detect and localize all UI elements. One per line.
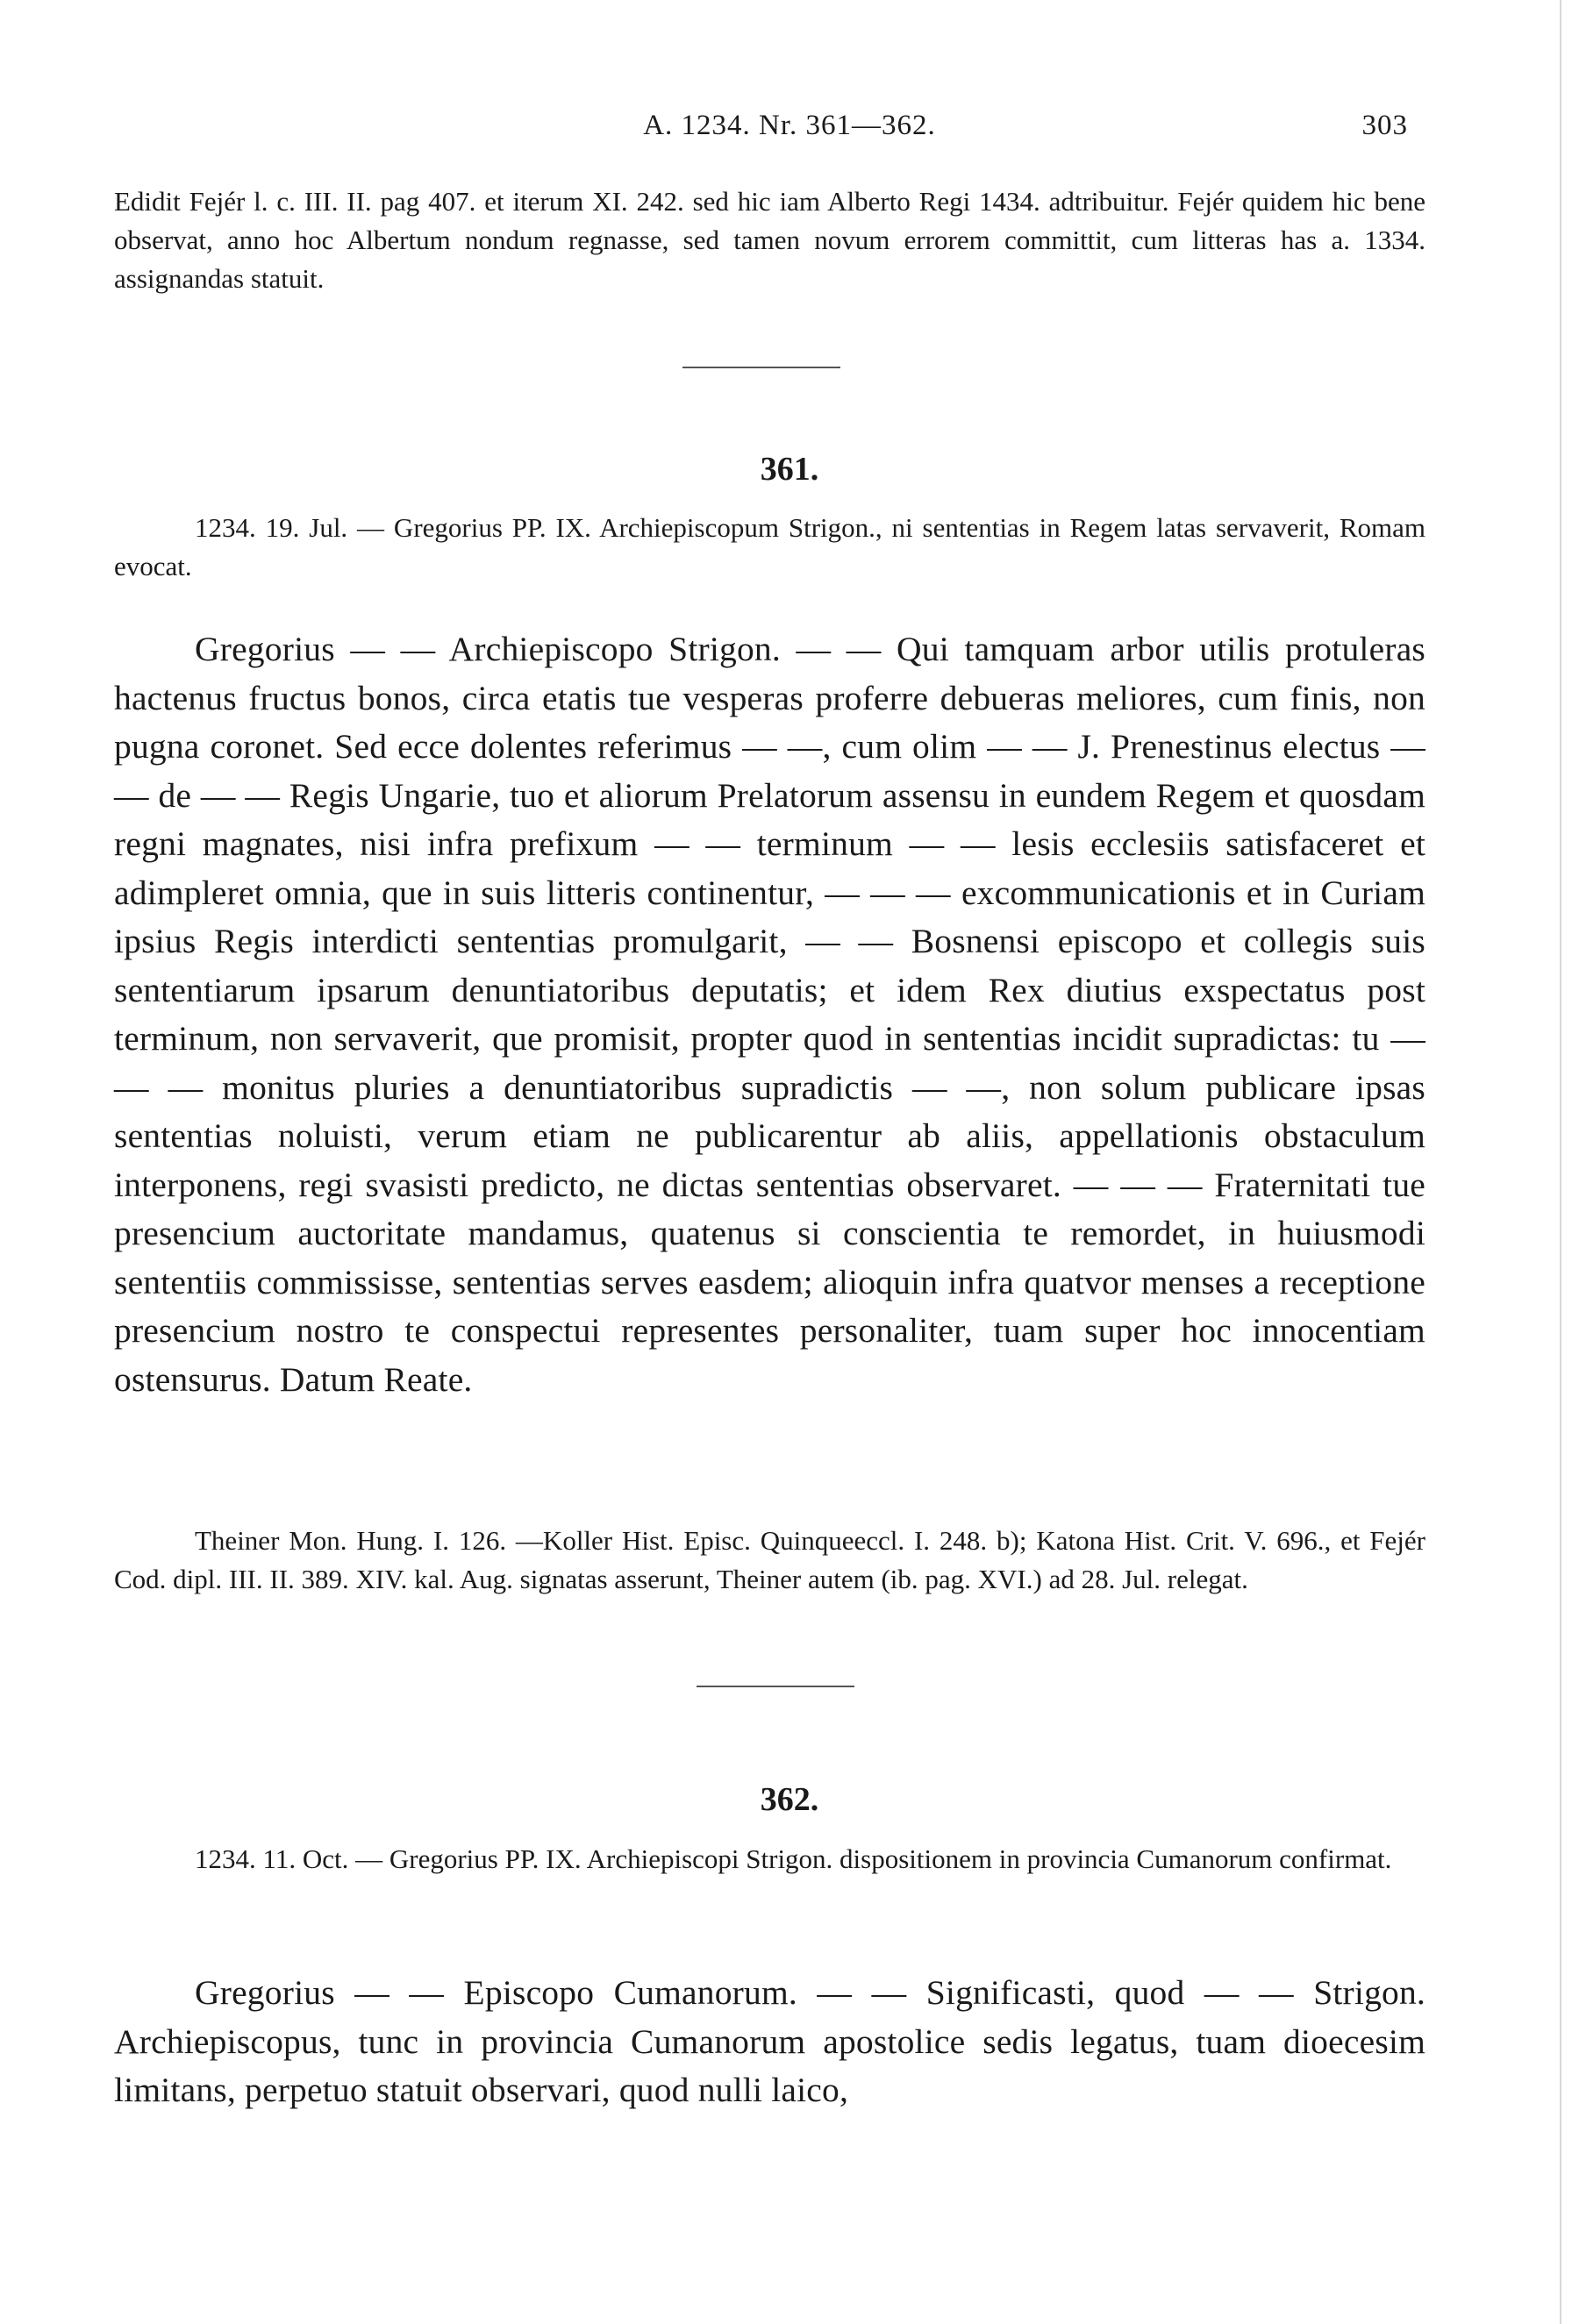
- source-note: [114, 1522, 1425, 1599]
- document-number: 361.: [760, 451, 819, 488]
- document-number: 362.: [760, 1781, 819, 1818]
- separator-rule: [682, 367, 840, 368]
- running-header: [0, 110, 1579, 149]
- separator-rule: [697, 1686, 854, 1687]
- running-head-title: A. 1234. Nr. 361—362.: [643, 110, 936, 141]
- source-note-text: Theiner Mon. Hung. I. 126. —Koller Hist. Episc. Quinqueeccl. I. 248. b); Katona Hist. Crit. V. 696., et Fejér Cod. dipl. III. II. 389. XIV. kal. Aug. signatas asserunt, Theiner autem (ib. pag. XVI.) ad 28. Jul. relegat.: [114, 1525, 1425, 1594]
- intro-note: [114, 182, 1425, 298]
- page-edge-line: [1560, 0, 1561, 2324]
- page-number: 303: [1361, 110, 1408, 141]
- intro-note-text: Edidit Fejér l. c. III. II. pag 407. et iterum XI. 242. sed hic iam Alberto Regi 1434. adtribuitur. Fejér quidem hic bene observat, anno hoc Albertum nondum regnasse, sed tamen novum errorem committit, cum litteras has a. 1334. assignandas statuit.: [114, 186, 1425, 294]
- document-body: [114, 625, 1425, 1404]
- document-summary: [114, 1840, 1425, 1878]
- document-summary: [114, 509, 1425, 586]
- document-body-text: Gregorius — — Episcopo Cumanorum. — — Significasti, quod — — Strigon. Archiepiscopus, tunc in provincia Cumanorum apostolice sedis legatus, tuam dioecesim limitans, perpetuo statuit observari, quod nulli laico,: [114, 1973, 1425, 2109]
- document-body: [114, 1969, 1425, 2115]
- document-summary-text: 1234. 11. Oct. — Gregorius PP. IX. Archiepiscopi Strigon. dispositionem in provincia Cumanorum confirmat.: [195, 1843, 1392, 1874]
- document-body-text: Gregorius — — Archiepiscopo Strigon. — — Qui tamquam arbor utilis protuleras hactenus fructus bonos, circa etatis tue vesperas proferre debueras meliores, cum finis, non pugna coronet. Sed ecce dolentes referimus — —, cum olim — — J. Prenestinus electus — — de — — Regis Ungarie, tuo et aliorum Prelatorum assensu in eundem Regem et quosdam regni magnates, nisi infra prefixum — — terminum — — lesis ecclesiis satisfaceret et adimpleret omnia, que in suis litteris continentur, — — — excommunicationis et in Curiam ipsius Regis interdicti sententias promulgarit, — — Bosnensi episcopo et collegis suis sententiarum ipsarum denuntiatoribus deputatis; et idem Rex diutius exspectatus post terminum, non servaverit, que promisit, propter quod in sententias incidit supradictas: tu — — — monitus pluries a denuntiatoribus supradictis — —, non solum publicare ipsas sententias noluisti, verum etiam ne publicarentur ab aliis, appellationis obstaculum interponens, regi svasisti predicto, ne dictas sententias observaret. — — — Fraternitati tue presencium auctoritate mandamus, quatenus si conscientia te remordet, in huiusmodi sententiis commississe, sententias serves easdem; alioquin infra quatvor menses a receptione presencium nostro te conspectui representes personaliter, tuam super hoc innocentiam ostensurus. Datum Reate.: [114, 630, 1425, 1399]
- document-summary-text: 1234. 19. Jul. — Gregorius PP. IX. Archiepiscopum Strigon., ni sententias in Regem latas servaverit, Romam evocat.: [114, 512, 1425, 581]
